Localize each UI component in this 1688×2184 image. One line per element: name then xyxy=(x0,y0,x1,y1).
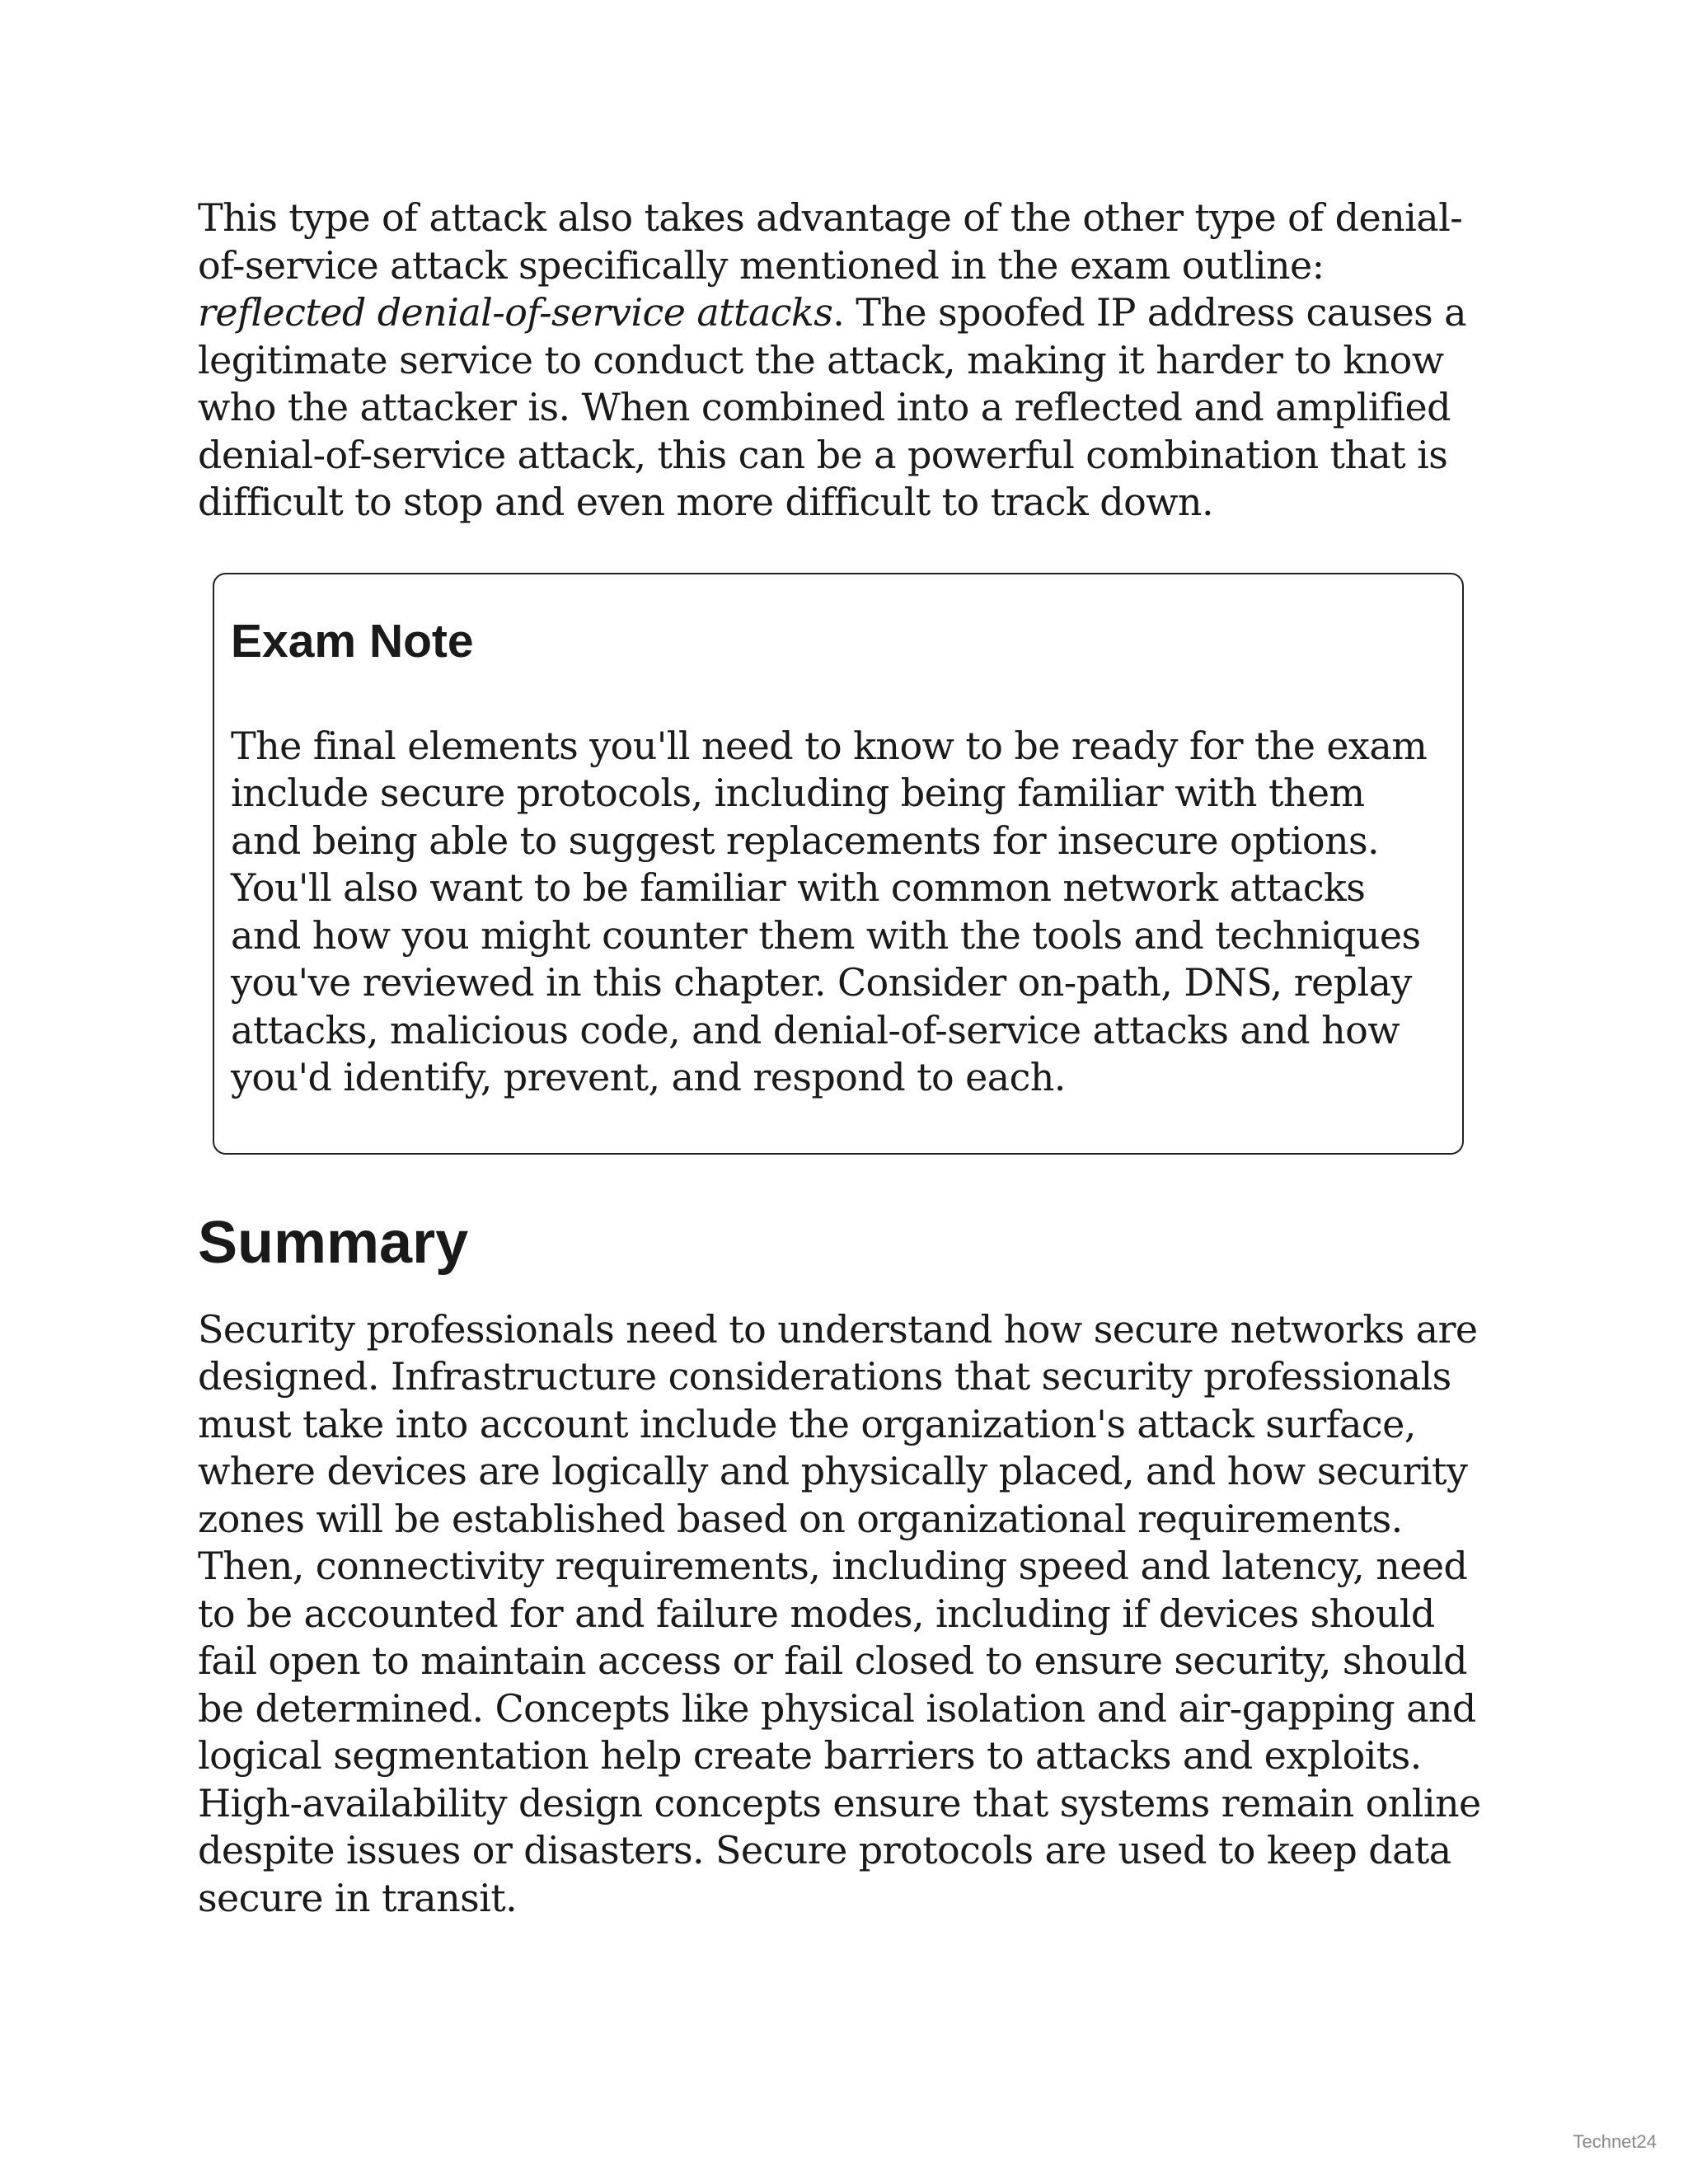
summary-heading: Summary xyxy=(198,1209,469,1276)
exam-note-title: Exam Note xyxy=(231,614,474,668)
summary-paragraph: Security professionals need to understand how secure networks are designed. Infrastructure considerations that security professionals must take into account include the organization's attack surface, where devices are logically and physically placed, and how security zones will be established based on organizational requirements. Then, connectivity requirements, including speed and latency, need to be accounted for and failure modes, including if devices should fail open to maintain access or fail closed to ensure security, should be determined. Concepts like physical isolation and air-gapping and logical segmentation help create barriers to attacks and exploits. High-availability design concepts ensure that systems remain online despite issues or disasters. Secure protocols are used to keep data secure in transit. xyxy=(198,1306,1481,1920)
intro-emphasis: reflected denial-of-service attacks xyxy=(198,290,833,335)
watermark: Technet24 xyxy=(1573,2131,1657,2152)
page-content xyxy=(198,194,1500,1922)
exam-note-box xyxy=(213,573,1464,1155)
exam-note-text: The final elements you'll need to know to be ready for the exam include secure protocols, including being familiar with them and being able to suggest replacements for insecure options. You'll also want to be familiar with common network attacks and how you might counter them with the tools and techniques you've reviewed in this chapter. Consider on-path, DNS, replay attacks, malicious code, and denial-of-service attacks and how you'd identify, prevent, and respond to each. xyxy=(231,723,1428,1099)
intro-paragraph xyxy=(198,194,1500,527)
intro-text-part2: . The spoofed IP address causes a legitimate service to conduct the attack, making it harder to know who the attacker is. When combined into a reflected and amplified denial-of-service attack, this can be a powerful combination that is difficult to stop and even more difficult to track down. xyxy=(198,290,1466,524)
intro-text-part1: This type of attack also takes advantage of the other type of denial-of-service attack specifically mentioned in the exam outline: xyxy=(198,195,1463,288)
